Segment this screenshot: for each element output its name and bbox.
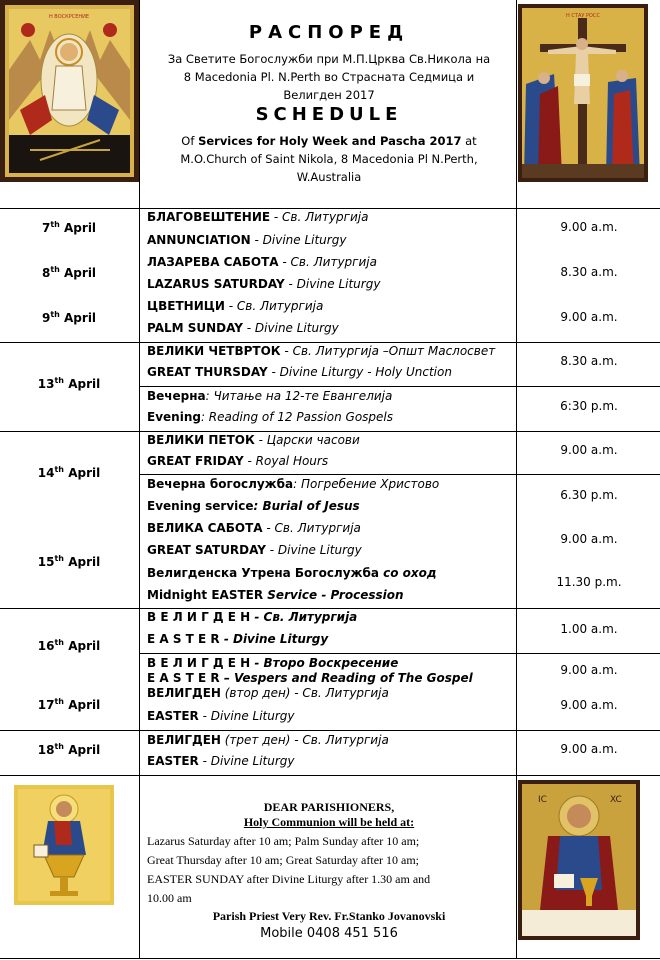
communion-line-3: EASTER SUNDAY after Divine Liturgy after 1.30 am and [147, 872, 431, 886]
time-vespers: 9.00 a.m. [560, 663, 618, 677]
date-7-april: 7th April [41, 220, 97, 235]
service-annunciation-mk: БЛАГОВЕШТЕНИЕ - Св. Литургија [147, 210, 369, 224]
service-vespers-mk: В Е Л И Г Д Е Н - Второ Воскресение [147, 656, 399, 670]
svg-text:XC: XC [610, 795, 622, 805]
mobile-number: Mobile 0408 451 516 [260, 926, 398, 941]
date-15-april: 15th April [37, 554, 101, 569]
hline-group3 [0, 608, 660, 609]
service-third-day-en: EASTER - Divine Liturgy [147, 754, 295, 768]
service-annunciation-en: ANNUNCIATION - Divine Liturgy [147, 233, 347, 247]
service-third-day-mk: ВЕЛИГДЕН (трет ден) - Св. Литургија [147, 733, 389, 747]
time-friday: 9.00 a.m. [560, 443, 618, 457]
christ-eucharist-icon [518, 780, 640, 940]
time-lazarus: 8.30 a.m. [560, 265, 618, 279]
subtitle-en-1-prefix: Of [181, 134, 199, 148]
hline-sub-13 [139, 386, 660, 387]
subtitle-mk-2: 8 Macedonia Pl. N.Perth во Страсната Седмица и [183, 70, 475, 84]
date-17-april: 17th April [37, 697, 101, 712]
service-palm-mk: ЦВЕТНИЦИ - Св. Литургија [147, 299, 324, 313]
service-second-day-en: EASTER - Divine Liturgy [147, 709, 295, 723]
service-thursday-en: GREAT THURSDAY - Divine Liturgy - Holy Unction [147, 365, 452, 379]
service-burial-mk: Вечерна богослужба: Погребение Христово [147, 477, 440, 491]
service-easter-en: E A S T E R - Divine Liturgy [147, 632, 329, 646]
subtitle-en-1-bold: Services for Holy Week and Pascha 2017 [198, 134, 462, 148]
service-saturday-mk: ВЕЛИКА САБОТА - Св. Литургија [147, 521, 361, 535]
hline-bottom [0, 958, 660, 959]
service-palm-en: PALM SUNDAY - Divine Liturgy [147, 321, 339, 335]
hline-group4 [0, 730, 660, 731]
service-midnight-en: Midnight EASTER Service - Procession [147, 588, 404, 602]
subtitle-mk-3: Велигден 2017 [283, 88, 375, 102]
svg-text:IC: IC [538, 795, 547, 805]
subtitle-en-3: W.Australia [296, 170, 362, 184]
communion-heading: Holy Communion will be held at: [243, 815, 415, 829]
time-annunciation: 9.00 a.m. [560, 220, 618, 234]
subtitle-en-1 [142, 132, 516, 150]
title-english: SCHEDULE [255, 104, 403, 125]
title-macedonian: РАСПОРЕД [248, 22, 410, 43]
subtitle-en-1-suffix: at [461, 134, 477, 148]
time-easter: 1.00 a.m. [560, 622, 618, 636]
service-evening-en: Evening: Reading of 12 Passion Gospels [147, 410, 394, 424]
time-second-day: 9.00 a.m. [560, 698, 618, 712]
date-14-april: 14th April [37, 465, 101, 480]
date-16-april: 16th April [37, 638, 101, 653]
dear-parishioners: DEAR PARISHIONERS, [263, 800, 395, 814]
communion-line-1: Lazarus Saturday after 10 am; Palm Sunday after 10 am; [147, 834, 420, 848]
top-left-caption: Н ВОСКРСЕНИЕ [48, 14, 90, 20]
service-easter-mk: В Е Л И Г Д Е Н - Св. Литургија [147, 610, 358, 624]
hline-header [0, 208, 660, 209]
top-right-caption: Н СТАУ РОСС [566, 13, 600, 19]
subtitle-en-2: M.O.Church of Saint Nikola, 8 Macedonia Pl N.Perth, [180, 152, 478, 166]
time-burial: 6.30 p.m. [560, 488, 618, 502]
hline-group2 [0, 431, 660, 432]
crucifixion-icon [518, 4, 648, 182]
hline-footer [0, 775, 660, 776]
time-third-day: 9.00 a.m. [560, 742, 618, 756]
hline-sub-14 [139, 474, 660, 475]
date-13-april: 13th April [37, 376, 101, 391]
christ-chalice-icon [14, 785, 114, 905]
service-second-day-mk: ВЕЛИГДЕН (втор ден) - Св. Литургија [147, 686, 389, 700]
communion-line-4: 10.00 am [147, 891, 192, 905]
service-thursday-mk: ВЕЛИКИ ЧЕТВРТОК - Св. Литургија –Општ Маслосвет [147, 344, 496, 358]
resurrection-icon [0, 0, 139, 182]
time-evening: 6:30 p.m. [560, 399, 618, 413]
hline-sub-16 [139, 653, 660, 654]
parish-priest: Parish Priest Very Rev. Fr.Stanko Jovanovski [212, 909, 446, 923]
service-friday-mk: ВЕЛИКИ ПЕТОК - Царски часови [147, 433, 360, 447]
service-matins-mk: Велигденска Утрена Богослужба со оход [147, 566, 437, 580]
time-saturday: 9.00 a.m. [560, 532, 618, 546]
communion-line-2: Great Thursday after 10 am; Great Saturday after 10 am; [147, 853, 420, 867]
service-lazarus-en: LAZARUS SATURDAY - Divine Liturgy [147, 277, 381, 291]
date-9-april: 9th April [41, 310, 97, 325]
time-midnight: 11.30 p.m. [556, 575, 622, 589]
hline-group1 [0, 342, 660, 343]
service-saturday-en: GREAT SATURDAY - Divine Liturgy [147, 543, 362, 557]
service-friday-en: GREAT FRIDAY - Royal Hours [147, 454, 329, 468]
service-evening-mk: Вечерна: Читање на 12-те Евангелија [147, 389, 393, 403]
service-burial-en: Evening service: Burial of Jesus [147, 499, 360, 513]
service-lazarus-mk: ЛАЗАРЕВА САБОТА - Св. Литургија [147, 255, 377, 269]
time-thursday: 8.30 a.m. [560, 354, 618, 368]
date-8-april: 8th April [41, 265, 97, 280]
date-18-april: 18th April [37, 742, 101, 757]
service-vespers-en: E A S T E R – Vespers and Reading of The Gospel [147, 671, 473, 685]
subtitle-mk-1: За Светите Богослужби при М.П.Црква Св.Никола на [167, 52, 491, 66]
time-palm: 9.00 a.m. [560, 310, 618, 324]
